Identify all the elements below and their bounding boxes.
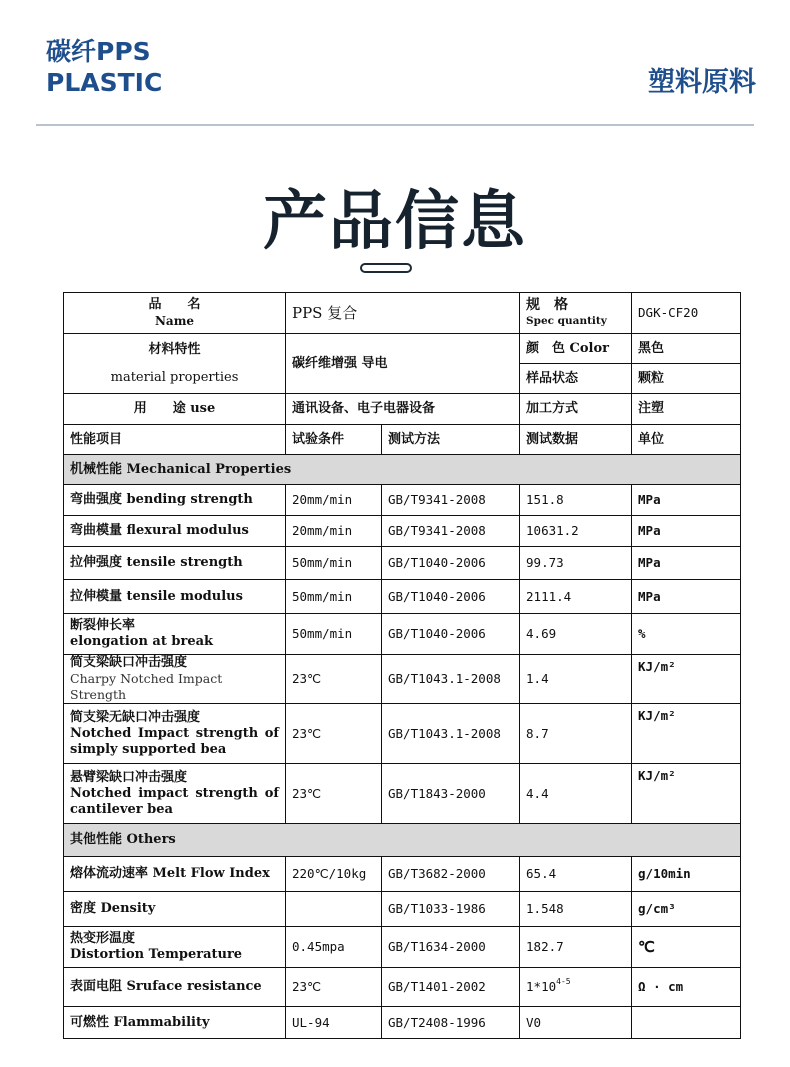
unit: MPa bbox=[632, 547, 741, 580]
unit: MPa bbox=[632, 485, 741, 516]
test-condition: 23℃ bbox=[286, 655, 382, 704]
test-value bbox=[520, 968, 632, 1007]
col-header-value: 测试数据 bbox=[520, 425, 632, 455]
table-row bbox=[64, 547, 741, 580]
table-row bbox=[64, 614, 741, 655]
table-row bbox=[64, 968, 741, 1007]
name-label-cn: 品 名 bbox=[148, 297, 201, 312]
test-method: GB/T9341-2008 bbox=[382, 516, 520, 547]
spec-label-cell bbox=[520, 293, 632, 334]
test-method: GB/T1401-2002 bbox=[382, 968, 520, 1007]
row-use bbox=[64, 394, 741, 425]
table-row bbox=[64, 485, 741, 516]
row-name bbox=[64, 293, 741, 334]
spec-value: DGK-CF20 bbox=[632, 293, 741, 334]
test-condition: 23℃ bbox=[286, 764, 382, 824]
material-value: 碳纤维增强 导电 bbox=[286, 334, 520, 394]
col-header-unit: 单位 bbox=[632, 425, 741, 455]
process-value: 注塑 bbox=[632, 394, 741, 425]
property-name bbox=[64, 704, 286, 764]
name-label-cell bbox=[64, 293, 286, 334]
category-label: 塑料原料 bbox=[648, 67, 756, 98]
color-value: 黑色 bbox=[632, 334, 741, 364]
material-label-cn: 材料特性 bbox=[148, 341, 201, 357]
table-row bbox=[64, 655, 741, 704]
property-name: 表面电阻 Sruface resistance bbox=[64, 968, 286, 1007]
test-method: GB/T1033-1986 bbox=[382, 892, 520, 927]
test-condition: 23℃ bbox=[286, 968, 382, 1007]
test-method: GB/T1043.1-2008 bbox=[382, 704, 520, 764]
spec-label-en: Spec quantity bbox=[526, 315, 607, 327]
color-label: 颜 色 Color bbox=[520, 334, 632, 364]
col-header-condition: 试验条件 bbox=[286, 425, 382, 455]
process-label: 加工方式 bbox=[520, 394, 632, 425]
table-row bbox=[64, 857, 741, 892]
test-value: 2111.4 bbox=[520, 580, 632, 614]
name-value: PPS 复合 bbox=[286, 293, 520, 334]
unit: MPa bbox=[632, 580, 741, 614]
property-name-cn: 断裂伸长率 bbox=[70, 618, 136, 633]
property-name: 可燃性 Flammability bbox=[64, 1007, 286, 1039]
unit: g/cm³ bbox=[632, 892, 741, 927]
unit: g/10min bbox=[632, 857, 741, 892]
property-name-cn: 悬臂梁缺口冲击强度 bbox=[70, 769, 188, 785]
table-row bbox=[64, 892, 741, 927]
title-decoration bbox=[360, 263, 412, 273]
property-name: 弯曲模量 flexural modulus bbox=[64, 516, 286, 547]
brand-line-1: 碳纤PPS bbox=[46, 37, 151, 66]
unit bbox=[632, 1007, 741, 1039]
test-method: GB/T9341-2008 bbox=[382, 485, 520, 516]
property-name-en-2: cantilever bea bbox=[70, 801, 173, 817]
property-name-cn: 简支梁无缺口冲击强度 bbox=[70, 709, 201, 725]
test-condition: UL-94 bbox=[286, 1007, 382, 1039]
spec-label-cn: 规 格 bbox=[526, 297, 569, 313]
header-divider bbox=[36, 124, 754, 126]
property-name-en-1: Notched impact strength of bbox=[70, 785, 279, 801]
property-name-cn: 简支梁缺口冲击强度 bbox=[70, 655, 188, 670]
test-value: 151.8 bbox=[520, 485, 632, 516]
use-value: 通讯设备、电子电器设备 bbox=[286, 394, 520, 425]
section-others bbox=[64, 824, 741, 857]
property-name: 熔体流动速率 Melt Flow Index bbox=[64, 857, 286, 892]
table-row bbox=[64, 1007, 741, 1039]
row-material bbox=[64, 334, 741, 364]
test-condition: 0.45mpa bbox=[286, 927, 382, 968]
property-name-en-2: simply supported bea bbox=[70, 741, 227, 757]
property-name-en-1: Notched Impact strength of bbox=[70, 725, 279, 741]
unit: KJ/m² bbox=[632, 764, 741, 824]
table-row bbox=[64, 580, 741, 614]
col-header-method: 测试方法 bbox=[382, 425, 520, 455]
test-method: GB/T1040-2006 bbox=[382, 614, 520, 655]
test-condition bbox=[286, 892, 382, 927]
property-name: 密度 Density bbox=[64, 892, 286, 927]
state-label: 样品状态 bbox=[520, 364, 632, 394]
test-method: GB/T1040-2006 bbox=[382, 547, 520, 580]
test-method: GB/T1043.1-2008 bbox=[382, 655, 520, 704]
test-value: 65.4 bbox=[520, 857, 632, 892]
table-row bbox=[64, 927, 741, 968]
section-title: 其他性能 Others bbox=[64, 824, 741, 857]
test-value: 99.73 bbox=[520, 547, 632, 580]
property-name-en: elongation at break bbox=[70, 634, 214, 649]
use-label: 用 途 use bbox=[64, 394, 286, 425]
test-condition: 50mm/min bbox=[286, 614, 382, 655]
test-value: 1.548 bbox=[520, 892, 632, 927]
property-name: 拉伸模量 tensile modulus bbox=[64, 580, 286, 614]
table-row bbox=[64, 516, 741, 547]
test-condition: 23℃ bbox=[286, 704, 382, 764]
state-value: 颗粒 bbox=[632, 364, 741, 394]
test-condition: 20mm/min bbox=[286, 516, 382, 547]
test-method: GB/T1040-2006 bbox=[382, 580, 520, 614]
test-method: GB/T2408-1996 bbox=[382, 1007, 520, 1039]
unit: % bbox=[632, 614, 741, 655]
test-value: 4.4 bbox=[520, 764, 632, 824]
unit: KJ/m² bbox=[632, 704, 741, 764]
material-label-cell bbox=[64, 334, 286, 394]
material-label-en: material properties bbox=[110, 369, 239, 385]
table-row bbox=[64, 764, 741, 824]
unit: MPa bbox=[632, 516, 741, 547]
test-condition: 220℃/10kg bbox=[286, 857, 382, 892]
col-header-item: 性能项目 bbox=[64, 425, 286, 455]
section-title: 机械性能 Mechanical Properties bbox=[64, 455, 741, 485]
unit: Ω · cm bbox=[632, 968, 741, 1007]
column-header-row bbox=[64, 425, 741, 455]
property-name-en: Distortion Temperature bbox=[70, 947, 243, 962]
section-mechanical bbox=[64, 455, 741, 485]
test-value: 1.4 bbox=[520, 655, 632, 704]
test-condition: 50mm/min bbox=[286, 547, 382, 580]
brand-logo-text bbox=[46, 36, 162, 98]
table-row bbox=[64, 704, 741, 764]
property-name-cn: 热变形温度 bbox=[70, 931, 136, 946]
test-value: 182.7 bbox=[520, 927, 632, 968]
test-value: 10631.2 bbox=[520, 516, 632, 547]
property-name: 弯曲强度 bending strength bbox=[64, 485, 286, 516]
test-condition: 50mm/min bbox=[286, 580, 382, 614]
name-label-en: Name bbox=[154, 314, 195, 328]
test-method: GB/T1843-2000 bbox=[382, 764, 520, 824]
unit: ℃ bbox=[632, 927, 741, 968]
property-name bbox=[64, 927, 286, 968]
spec-table bbox=[63, 292, 741, 1039]
page-title: 产品信息 bbox=[263, 185, 527, 259]
test-method: GB/T3682-2000 bbox=[382, 857, 520, 892]
property-name: 拉伸强度 tensile strength bbox=[64, 547, 286, 580]
test-method: GB/T1634-2000 bbox=[382, 927, 520, 968]
property-name bbox=[64, 655, 286, 704]
brand-line-2: PLASTIC bbox=[46, 68, 163, 97]
test-value: V0 bbox=[520, 1007, 632, 1039]
value-base: 1*10 bbox=[526, 979, 557, 994]
test-value: 8.7 bbox=[520, 704, 632, 764]
unit: KJ/m² bbox=[632, 655, 741, 704]
property-name-en: Charpy Notched Impact Strength bbox=[70, 671, 223, 702]
property-name bbox=[64, 764, 286, 824]
test-condition: 20mm/min bbox=[286, 485, 382, 516]
property-name bbox=[64, 614, 286, 655]
test-value: 4.69 bbox=[520, 614, 632, 655]
value-exponent: 4-5 bbox=[556, 977, 571, 986]
